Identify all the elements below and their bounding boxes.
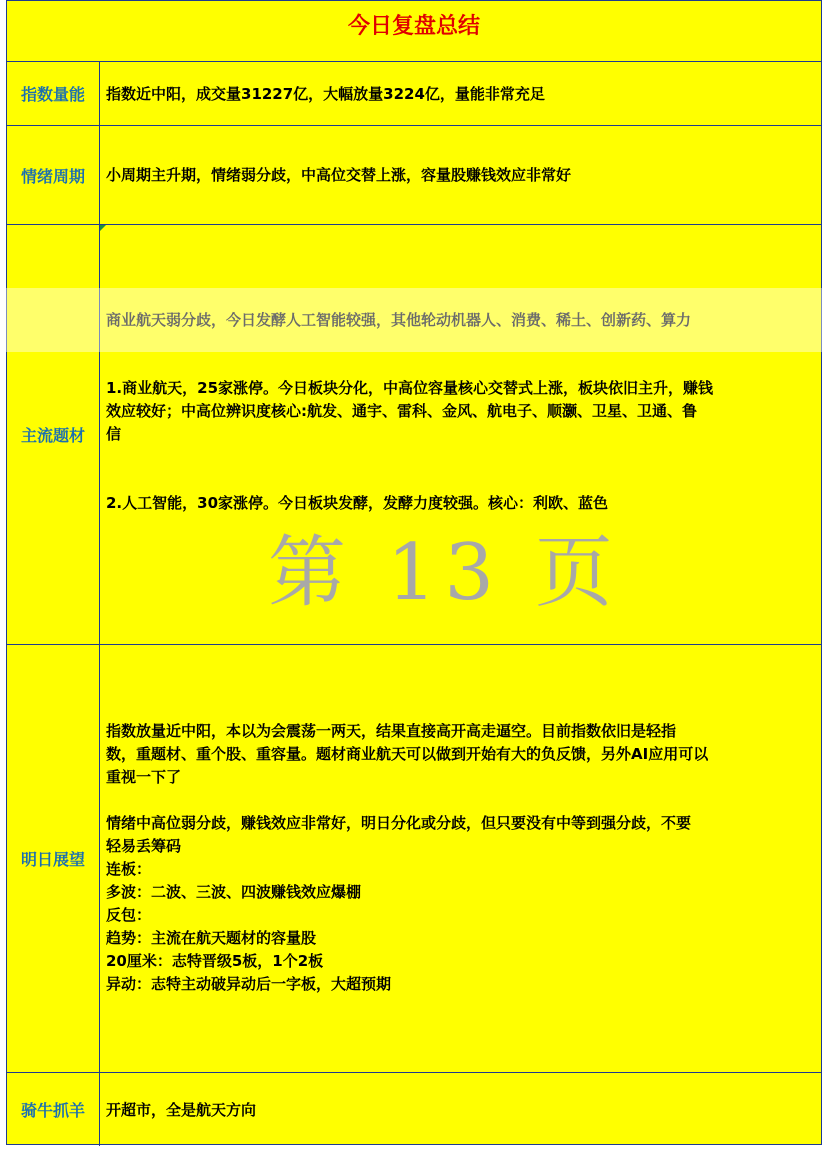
row-label: 主流题材 bbox=[7, 225, 100, 644]
theme-item2: 2.人工智能，30家涨停。今日板块发酵，发酵力度较强。核心：利欧、蓝色 bbox=[106, 494, 609, 512]
row-value bbox=[100, 62, 821, 125]
theme-item1-line: 1.商业航天，25家涨停。今日板块分化，中高位容量核心交替式上涨，板块依旧主升，赚钱 bbox=[106, 379, 714, 397]
row-label: 指数量能 bbox=[7, 62, 100, 125]
outlook-item: 趋势：主流在航天题材的容量股 bbox=[106, 929, 317, 947]
theme-item1-line: 效应较好；中高位辨识度核心:航发、通宇、雷科、金风、航电子、顺灏、卫星、卫通、鲁 bbox=[106, 402, 698, 420]
outlook-item: 异动：志特主动破异动后一字板，大超预期 bbox=[106, 975, 392, 993]
outlook-para2-line: 情绪中高位弱分歧，赚钱效应非常好，明日分化或分歧，但只要没有中等到强分歧，不要 bbox=[106, 814, 692, 832]
row-value bbox=[100, 645, 821, 1072]
row-index-volume bbox=[7, 62, 821, 126]
outlook-item: 多波：二波、三波、四波赚钱效应爆棚 bbox=[106, 883, 362, 901]
ride-bull-text: 开超市，全是航天方向 bbox=[106, 1101, 257, 1119]
outlook-para1-line: 数，重题材、重个股、重容量。题材商业航天可以做到开始有大的负反馈，另外AI应用可以 bbox=[106, 745, 709, 763]
page-number-watermark: 第 13 页 bbox=[268, 528, 621, 618]
outlook-item: 连板： bbox=[106, 860, 152, 878]
selection-highlight-band bbox=[0, 288, 832, 352]
row-ride-bull bbox=[7, 1073, 821, 1146]
theme-summary: 商业航天弱分歧，今日发酵人工智能较强，其他轮动机器人、消费、稀土、创新药、算力 bbox=[106, 311, 692, 329]
row-value bbox=[100, 1073, 821, 1146]
theme-item1-line: 信 bbox=[106, 425, 122, 443]
page-title: 今日复盘总结 bbox=[7, 1, 821, 62]
row-outlook bbox=[7, 645, 821, 1073]
row-label: 明日展望 bbox=[7, 645, 100, 1072]
outlook-item: 20厘米：志特晋级5板，1个2板 bbox=[106, 952, 324, 970]
row-emotion-cycle bbox=[7, 126, 821, 225]
outlook-para2-line: 轻易丢筹码 bbox=[106, 837, 182, 855]
index-volume-text: 指数近中阳，成交量31227亿，大幅放量3224亿，量能非常充足 bbox=[106, 85, 545, 103]
row-label: 情绪周期 bbox=[7, 126, 100, 224]
outlook-para1-line: 指数放量近中阳，本以为会震荡一两天，结果直接高开高走逼空。目前指数依旧是轻指 bbox=[106, 722, 677, 740]
outlook-para1-line: 重视一下了 bbox=[106, 768, 182, 786]
row-value bbox=[100, 126, 821, 224]
outlook-item: 反包： bbox=[106, 906, 152, 924]
cell-comment-marker-icon bbox=[100, 225, 106, 231]
row-label: 骑牛抓羊 bbox=[7, 1073, 100, 1146]
emotion-cycle-text: 小周期主升期，情绪弱分歧，中高位交替上涨，容量股赚钱效应非常好 bbox=[106, 166, 572, 184]
